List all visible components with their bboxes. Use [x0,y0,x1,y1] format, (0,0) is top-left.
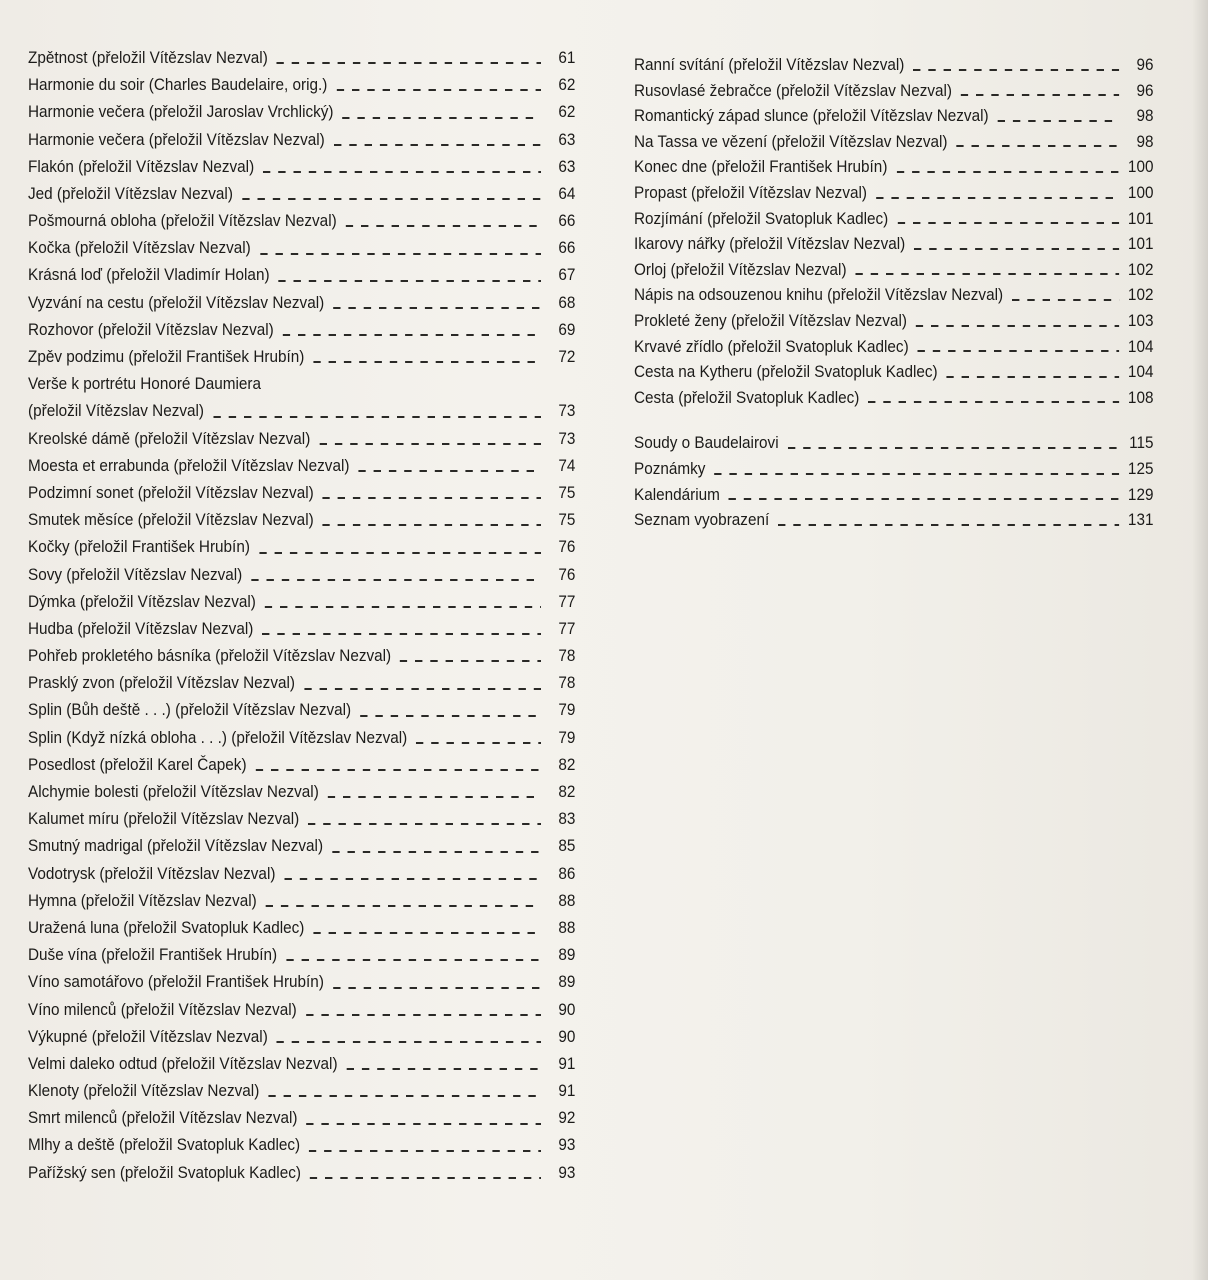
toc-entry [28,98,575,125]
dot-leader [286,959,541,961]
dot-leader [360,715,541,717]
toc-entry-page-number: 104 [1127,362,1154,382]
toc-entry-page-number: 66 [558,238,576,258]
toc-right-column [634,52,1154,533]
toc-entry [28,425,575,452]
toc-entry [634,282,1153,308]
toc-entry-page-number: 77 [558,591,576,611]
toc-entry-title: Soudy o Baudelairovi [634,433,779,453]
dot-leader [268,1095,541,1097]
toc-entry-page-number: 79 [558,727,576,747]
toc-entry [634,231,1153,257]
dot-leader [332,851,541,853]
dot-leader [913,69,1119,71]
toc-entry-title: Konec dne (přeložil František Hrubín) [634,157,888,177]
toc-entry [28,262,575,289]
toc-entry-title: Nápis na odsouzenou knihu (přeložil Vítězslav Nezval) [634,285,1004,305]
dot-leader [347,1068,542,1070]
dot-leader [916,325,1119,327]
toc-entry-page-number: 89 [558,972,576,992]
toc-entry [28,1159,575,1186]
toc-entry-page-number: 64 [558,183,576,203]
toc-entry [28,860,575,887]
toc-entry-title: Výkupné (přeložil Vítězslav Nezval) [28,1026,268,1046]
toc-entry-page-number: 79 [558,700,576,720]
toc-entry-page-number: 63 [558,156,576,176]
dot-leader [263,171,541,173]
toc-entry-page-number: 93 [558,1162,576,1182]
toc-entry-page-number: 91 [558,1053,576,1073]
dot-leader [262,633,541,635]
dot-leader [284,878,541,880]
dot-leader [213,416,541,418]
toc-entry-title: Rozjímání (přeložil Svatopluk Kadlec) [634,208,889,228]
toc-entry-title: Smutek měsíce (přeložil Vítězslav Nezval) [28,510,314,530]
dot-leader [416,742,541,744]
toc-entry [28,914,575,941]
toc-entry [28,234,575,261]
toc-entry [28,343,575,370]
toc-entry [28,506,575,533]
toc-entry [28,778,575,805]
dot-leader [961,94,1119,96]
dot-leader [310,1177,541,1179]
toc-entry-page-number: 75 [558,510,576,530]
toc-entry-page-number: 100 [1127,157,1154,177]
toc-entry-title: Harmonie večera (přeložil Vítězslav Nezval) [28,129,325,149]
toc-entry-title: Prasklý zvon (přeložil Vítězslav Nezval) [28,673,295,693]
toc-entry-page-number: 101 [1127,208,1154,228]
toc-entry [634,308,1153,334]
dot-leader [947,376,1120,378]
dot-leader [896,171,1119,173]
toc-left-column [28,44,576,1186]
toc-entry [28,669,575,696]
toc-entry-title: Víno samotářovo (přeložil František Hrubín) [28,972,324,992]
toc-entry-page-number: 66 [558,211,576,231]
dot-leader [956,145,1119,147]
toc-entry-page-number: 103 [1127,310,1154,330]
dot-leader [897,222,1119,224]
toc-entry-title: Na Tassa ve vězení (přeložil Vítězslav Nezval) [634,131,948,151]
dot-leader [256,769,542,771]
toc-entry [634,78,1153,104]
dot-leader [283,334,541,336]
dot-leader [400,660,541,662]
dot-leader [259,552,541,554]
dot-leader [260,253,541,255]
toc-entry-title: Smutný madrigal (přeložil Vítězslav Nezval) [28,836,324,856]
toc-entry [28,207,575,234]
toc-entry-title: Flakón (přeložil Vítězslav Nezval) [28,156,255,176]
toc-entry-page-number: 88 [558,917,576,937]
toc-entry-page-number: 78 [558,646,576,666]
toc-entry [28,1050,575,1077]
dot-leader [914,248,1119,250]
toc-entry-page-number: 102 [1127,285,1154,305]
toc-entry-page-number: 68 [558,292,576,312]
toc-entry [28,1077,575,1104]
toc-entry-page-number: 83 [558,809,576,829]
toc-entry [28,996,575,1023]
toc-entry-title: Poznámky [634,458,706,478]
toc-entry-title: Sovy (přeložil Vítězslav Nezval) [28,564,243,584]
dot-leader [265,606,541,608]
toc-entry-title: Splin (Bůh deště . . .) (přeložil Vítězslav Nezval) [28,700,352,720]
toc-entry [634,206,1153,232]
toc-entry-title: Propast (přeložil Vítězslav Nezval) [634,182,867,202]
toc-entry [28,289,575,316]
toc-entry-page-number: 100 [1127,182,1154,202]
toc-entry [634,359,1153,385]
toc-entry [28,941,575,968]
toc-entry [634,482,1153,508]
toc-entry-title: Rusovlasé žebračce (přeložil Vítězslav Nezval) [634,80,953,100]
toc-entry-page-number: 76 [558,564,576,584]
dot-leader [277,1041,541,1043]
toc-entry [28,832,575,859]
toc-entry-page-number: 85 [558,836,576,856]
toc-entry-page-number: 74 [558,455,576,475]
toc-entry-page-number: 88 [558,890,576,910]
toc-entry-page-number: 93 [558,1135,576,1155]
dot-leader [308,823,541,825]
toc-entry-page-number: 96 [1136,55,1154,74]
toc-entry-title: Zpěv podzimu (přeložil František Hrubín) [28,347,305,367]
dot-leader [343,117,542,119]
toc-entry-title: Prokleté ženy (přeložil Vítězslav Nezval) [634,310,907,330]
dot-leader [328,796,541,798]
toc-entry-page-number: 61 [558,47,576,67]
toc-entry-page-number: 101 [1127,234,1154,254]
toc-entry-title: Verše k portrétu Honoré Daumiera [28,374,262,394]
toc-entry-title: Klenoty (přeložil Vítězslav Nezval) [28,1081,260,1101]
toc-entry-title: Seznam vyobrazení [634,510,770,530]
toc-entry-title: Romantický západ slunce (přeložil Vítězslav Nezval) [634,106,989,126]
toc-entry [634,180,1153,206]
toc-entry-page-number: 115 [1129,433,1154,453]
toc-entry-page-number: 82 [558,782,576,802]
toc-entry [634,154,1153,180]
toc-entry-page-number: 131 [1127,510,1154,530]
toc-entry [28,126,575,153]
dot-leader [788,447,1120,449]
dot-leader [998,120,1120,122]
toc-entry [28,697,575,724]
toc-entry-title: Cesta na Kytheru (přeložil Svatopluk Kadlec) [634,362,938,382]
toc-entry [28,180,575,207]
toc-entry-page-number: 90 [558,1026,576,1046]
toc-entry-page-number: 86 [558,863,576,883]
dot-leader [856,273,1120,275]
toc-entry [28,452,575,479]
toc-entry-title: Moesta et errabunda (přeložil Vítězslav Nezval) [28,455,350,475]
toc-entry [28,1132,575,1159]
toc-entry [28,1104,575,1131]
toc-entry-title: Mlhy a deště (přeložil Svatopluk Kadlec) [28,1135,301,1155]
toc-entry [634,129,1153,155]
toc-entry-page-number: 82 [558,754,576,774]
dot-leader [714,473,1119,475]
toc-entry-title: Pohřeb prokletého básníka (přeložil Vítězslav Nezval) [28,646,392,666]
toc-entry-title: Alchymie bolesti (přeložil Vítězslav Nezval) [28,782,319,802]
toc-entry-page-number: 98 [1136,106,1154,126]
toc-entry [28,370,575,397]
toc-entry-title: Podzimní sonet (přeložil Vítězslav Nezval) [28,482,314,502]
toc-entry-page-number: 98 [1136,131,1154,151]
toc-entry-title: Vyzvání na cestu (přeložil Vítězslav Nezval) [28,292,325,312]
dot-leader [918,350,1120,352]
toc-entry [28,588,575,615]
dot-leader [251,579,541,581]
dot-leader [868,401,1119,403]
toc-entry-title: Pošmourná obloha (přeložil Vítězslav Nezval) [28,211,337,231]
toc-entry-title: Hudba (přeložil Vítězslav Nezval) [28,618,254,638]
toc-entry-title: Smrt milenců (přeložil Vítězslav Nezval) [28,1108,298,1128]
dot-leader [313,361,541,363]
toc-entry-page-number: 102 [1127,259,1154,279]
toc-entry-page-number: 67 [558,265,576,285]
toc-entry [634,456,1153,482]
dot-leader [876,197,1119,199]
toc-entry-title: Kalumet míru (přeložil Vítězslav Nezval) [28,809,300,829]
dot-leader [242,198,541,200]
toc-entry-title: Pařížský sen (přeložil Svatopluk Kadlec) [28,1162,301,1182]
toc-entry-page-number: 75 [558,482,576,502]
toc-entry [28,316,575,343]
dot-leader [309,1150,541,1152]
toc-entry [28,533,575,560]
toc-entry [28,561,575,588]
toc-entry-page-number: 62 [558,102,576,122]
toc-entry-page-number: 73 [558,428,576,448]
toc-entry-title: Harmonie du soir (Charles Baudelaire, orig.) [28,75,328,95]
dot-leader [333,987,541,989]
dot-leader [334,144,541,146]
toc-entry-title: Kalendárium [634,484,720,504]
toc-entry-title: Posedlost (přeložil Karel Čapek) [28,754,247,774]
toc-entry-title: Velmi daleko odtud (přeložil Vítězslav Nezval) [28,1053,338,1073]
toc-entry-title: Kočky (přeložil František Hrubín) [28,537,250,557]
toc-entry-title: Ranní svítání (přeložil Vítězslav Nezval) [634,55,905,74]
dot-leader [306,1014,542,1016]
dot-leader [333,307,541,309]
toc-entry-title: Dýmka (přeložil Vítězslav Nezval) [28,591,256,611]
toc-entry-page-number: 129 [1127,484,1154,504]
toc-entry-title: Krvavé zřídlo (přeložil Svatopluk Kadlec) [634,336,909,356]
toc-entry-title: Jed (přeložil Vítězslav Nezval) [28,183,233,203]
page-edge-shadow [1192,0,1208,1280]
toc-entry [28,153,575,180]
section-gap [634,410,1154,430]
toc-entry-title: (přeložil Vítězslav Nezval) [28,401,205,421]
dot-leader [319,443,541,445]
dot-leader [336,89,541,91]
toc-entry [28,968,575,995]
toc-entry-title: Vodotrysk (přeložil Vítězslav Nezval) [28,863,276,883]
toc-entry-title: Hymna (přeložil Vítězslav Nezval) [28,890,257,910]
toc-appendix-list [634,430,1154,532]
toc-entry [28,397,575,424]
toc-entry-page-number: 91 [558,1081,576,1101]
toc-entry [634,334,1153,360]
toc-entry-page-number: 78 [558,673,576,693]
toc-entry-title: Splin (Když nízká obloha . . .) (přeložil Vítězslav Nezval) [28,727,408,747]
toc-entry-title: Duše vína (přeložil František Hrubín) [28,945,278,965]
toc-entry-title: Orloj (přeložil Vítězslav Nezval) [634,259,847,279]
dot-leader [279,280,542,282]
toc-entry-page-number: 104 [1127,336,1154,356]
dot-leader [358,470,541,472]
toc-entry-page-number: 73 [558,401,576,421]
toc-entry-title: Kočka (přeložil Vítězslav Nezval) [28,238,251,258]
toc-entry-page-number: 63 [558,129,576,149]
dot-leader [277,62,541,64]
toc-entry-page-number: 69 [558,319,576,339]
toc-entry-page-number: 89 [558,945,576,965]
toc-entry-title: Uražená luna (přeložil Svatopluk Kadlec) [28,917,305,937]
toc-entry-page-number: 77 [558,618,576,638]
dot-leader [778,524,1119,526]
toc-entry [28,642,575,669]
toc-entry-page-number: 92 [558,1108,576,1128]
toc-entry-title: Kreolské dámě (přeložil Vítězslav Nezval) [28,428,311,448]
dot-leader [323,497,542,499]
toc-entry [634,257,1153,283]
toc-entry-title: Víno milenců (přeložil Vítězslav Nezval) [28,999,297,1019]
toc-entry [28,751,575,778]
dot-leader [307,1123,542,1125]
toc-entry [28,724,575,751]
toc-entry [634,385,1153,411]
toc-entry [634,52,1153,78]
toc-entry-page-number: 62 [558,75,576,95]
toc-entry [28,887,575,914]
dot-leader [346,225,542,227]
toc-entry-title: Ikarovy nářky (přeložil Vítězslav Nezval) [634,234,906,254]
dot-leader [313,932,541,934]
toc-entry-page-number: 90 [558,999,576,1019]
toc-entry [634,103,1153,129]
dot-leader [1012,299,1119,301]
toc-entry [28,44,575,71]
toc-entry [634,430,1153,456]
toc-entry-title: Zpětnost (přeložil Vítězslav Nezval) [28,47,268,67]
toc-entry-title: Cesta (přeložil Svatopluk Kadlec) [634,387,860,407]
toc-entry [28,615,575,642]
dot-leader [729,498,1119,500]
dot-leader [304,688,541,690]
toc-entry [28,479,575,506]
toc-right-list [634,52,1154,410]
toc-entry [634,507,1153,533]
toc-entry [28,71,575,98]
toc-entry-title: Krásná loď (přeložil Vladimír Holan) [28,265,270,285]
dot-leader [323,524,542,526]
toc-entry-title: Harmonie večera (přeložil Jaroslav Vrchlický) [28,102,334,122]
toc-entry-page-number: 96 [1136,80,1154,100]
toc-entry-page-number: 125 [1127,458,1154,478]
toc-entry-page-number: 76 [558,537,576,557]
dot-leader [270,388,541,390]
toc-entry [28,1023,575,1050]
toc-entry-page-number: 108 [1127,387,1154,407]
toc-entry [28,805,575,832]
toc-entry-title: Rozhovor (přeložil Vítězslav Nezval) [28,319,274,339]
toc-entry-page-number: 72 [558,347,576,367]
dot-leader [266,905,542,907]
